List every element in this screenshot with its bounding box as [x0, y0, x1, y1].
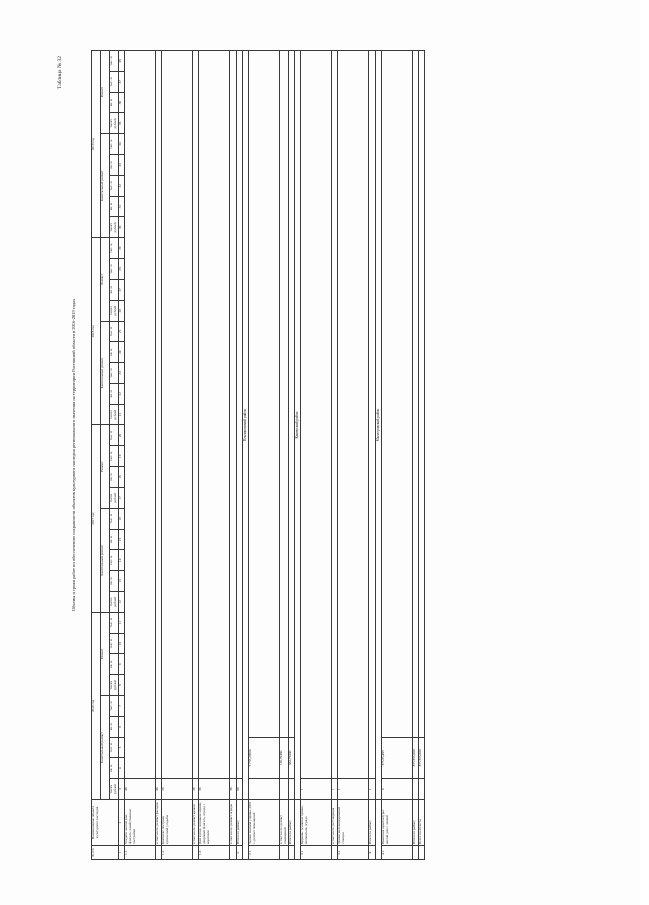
header-unit: тыс. м — [110, 259, 119, 280]
header-unit: тыс. м — [110, 321, 119, 342]
header-unit: тыс. м — [110, 508, 119, 529]
row-empty-cells — [301, 51, 332, 779]
row-area: 1 — [332, 779, 338, 800]
table-row — [162, 51, 193, 860]
row-area: 36 — [199, 779, 230, 800]
row-name: Итого по району — [369, 800, 375, 846]
row-name: Памятник архитектуры: жилой дом с лавкой — [381, 800, 412, 846]
header-unit: тыс. м — [110, 737, 119, 758]
column-number: 37 — [119, 71, 125, 92]
header-unit: тысяч рублей — [110, 487, 119, 508]
header-cap-2019: Капитальный ремонт — [101, 134, 110, 238]
header-unit: кв. м — [110, 196, 119, 217]
row-empty-cells — [381, 51, 412, 738]
header-unit: кв. м — [110, 155, 119, 176]
column-number: 22 — [119, 383, 125, 404]
row-empty-cells — [162, 51, 193, 779]
row-area: 26 — [193, 779, 199, 800]
header-unit: кв. м — [110, 279, 119, 300]
column-number: 31 — [119, 196, 125, 217]
column-number: 23 — [119, 363, 125, 384]
column-number: 10 — [119, 633, 125, 654]
column-number: 12 — [119, 591, 125, 612]
row-name: Итого по району — [288, 800, 294, 846]
row-name: в том числе: ремонт фасадов — [156, 800, 162, 846]
header-num: № п/п — [92, 846, 119, 860]
column-number: 1 — [119, 846, 125, 860]
row-name: Здание железнодорожной станции — [338, 800, 369, 846]
table-row — [381, 51, 412, 860]
header-unit: тыс. м — [110, 696, 119, 717]
header-rep-2016: Ремонт — [101, 612, 110, 695]
header-unit: тысяч рублей — [110, 404, 119, 425]
column-number: 26 — [119, 300, 125, 321]
header-cap-2018: Капитальный ремонт — [101, 321, 110, 425]
table-row — [125, 51, 156, 860]
row-area — [418, 779, 424, 800]
header-unit: тыс. м — [110, 633, 119, 654]
header-unit: тыс. м — [110, 238, 119, 259]
header-name: Наименование объекта культурного наследия — [92, 800, 119, 846]
row-sum: 136,70480 — [279, 737, 288, 779]
column-number: 36 — [119, 92, 125, 113]
header-unit: тысяч рублей — [110, 591, 119, 612]
row-name: в том числе: реставрация — [332, 800, 338, 846]
row-num: 2.1. — [248, 846, 279, 860]
column-number: 11 — [119, 612, 125, 633]
header-unit: кв. м — [110, 529, 119, 550]
header-unit: тысяч рублей — [110, 217, 119, 238]
row-area: 48 — [156, 779, 162, 800]
column-number: 18 — [119, 467, 125, 488]
row-num: 1.2. — [162, 846, 193, 860]
header-year-2016: 2016 год — [92, 612, 101, 799]
table-row — [279, 51, 288, 860]
row-name: Итого по району — [412, 800, 418, 846]
row-empty-cells — [418, 51, 424, 738]
column-number: 17 — [119, 487, 125, 508]
row-name: Дом купца: основное здание, дворовый флигель, ограда с воротами — [199, 800, 230, 846]
header-unit: кв. м — [110, 571, 119, 592]
header-rep-2019: Ремонт — [101, 51, 110, 134]
column-number: 4 — [119, 758, 125, 779]
header-unit: тыс. м — [110, 175, 119, 196]
header-unit: кв. м — [110, 342, 119, 363]
column-number: 21 — [119, 404, 125, 425]
column-number: 14 — [119, 550, 125, 571]
row-name: Церковь: основное здание, колокольня, ограда — [301, 800, 332, 846]
header-unit: тыс. м — [110, 51, 119, 72]
row-name: Усадьба: жилой дом, флигель, хозяйственные постройки — [125, 800, 156, 846]
works-table — [91, 50, 425, 860]
header-year-2017: 2017 год — [92, 425, 101, 612]
row-num: 3.2. — [338, 846, 369, 860]
header-unit: кв. м — [110, 716, 119, 737]
column-number: 16 — [119, 508, 125, 529]
column-number: 2 — [119, 800, 125, 846]
column-number: 38 — [119, 51, 125, 72]
row-num: 4.1. — [381, 846, 412, 860]
section-title: Неклиновский район — [242, 51, 248, 800]
header-year-2018: 2018 год — [92, 238, 101, 425]
row-sum: 875 855,000 — [412, 737, 418, 779]
header-unit: тысяч рублей — [110, 675, 119, 696]
row-empty-cells — [199, 51, 230, 779]
row-name: Здание земской управы, 2016 г., ремонт помещений — [248, 800, 279, 846]
column-number: 29 — [119, 238, 125, 259]
header-unit: кв. м — [110, 383, 119, 404]
row-area — [248, 779, 279, 800]
header-unit: тыс. м — [110, 363, 119, 384]
row-area — [279, 779, 288, 800]
row-name: в том числе: ремонт кровли — [193, 800, 199, 846]
row-sum: 875 855,000 — [418, 737, 424, 779]
column-number: 7 — [119, 696, 125, 717]
column-number: 20 — [119, 425, 125, 446]
header-rep-2017: Ремонт — [101, 425, 110, 508]
column-number: 15 — [119, 529, 125, 550]
row-area: 36 — [230, 779, 236, 800]
column-number: 8 — [119, 675, 125, 696]
header-unit: тыс. м — [110, 550, 119, 571]
header-unit: тысяч рублей — [110, 300, 119, 321]
header-unit: кв. м — [110, 467, 119, 488]
header-rep-2018: Ремонт — [101, 238, 110, 321]
column-number: 34 — [119, 134, 125, 155]
table-label: Таблица № 32 — [57, 56, 63, 89]
row-num: 1.3. — [199, 846, 230, 860]
row-num: 4. — [369, 846, 375, 860]
row-sum: 375 85,405 — [381, 737, 412, 779]
row-area: 26 — [162, 779, 193, 800]
row-area: 98 — [236, 779, 242, 800]
header-unit: тыс. м — [110, 446, 119, 467]
section-title: Миллеровский район — [375, 51, 381, 800]
header-unit: тысяч рублей — [110, 779, 119, 800]
row-area: 6 — [381, 779, 412, 800]
row-name: Комплекс построек купеческой усадьбы — [162, 800, 193, 846]
table-title: Объемы и сроки работ по обеспечению сохранности объектов культурного наследия регионального значения на территории Ростовской области в 2016-2019 годах — [71, 298, 76, 612]
column-number: 28 — [119, 259, 125, 280]
row-empty-cells — [125, 51, 156, 779]
column-number: 25 — [119, 321, 125, 342]
column-number: 5 — [119, 737, 125, 758]
table-row — [418, 51, 424, 860]
row-area: 48 — [125, 779, 156, 800]
row-num: 1.1. — [125, 846, 156, 860]
row-empty-cells — [248, 51, 279, 738]
header-cap-2017: Капитальный ремонт — [101, 508, 110, 612]
row-area: 1 — [369, 779, 375, 800]
column-number: 6 — [119, 716, 125, 737]
column-number: 19 — [119, 446, 125, 467]
section-title: Каменский район — [294, 51, 300, 800]
header-unit: кв. м — [110, 92, 119, 113]
row-sum: 383,75000 — [288, 737, 294, 779]
column-number: 9 — [119, 654, 125, 675]
row-empty-cells — [279, 51, 288, 738]
table-row — [199, 51, 230, 860]
column-number: 30 — [119, 217, 125, 238]
row-empty-cells — [338, 51, 369, 779]
row-num: 2. — [236, 846, 242, 860]
table-row — [301, 51, 332, 860]
row-name: Всего по области — [418, 800, 424, 846]
column-number: 24 — [119, 342, 125, 363]
header-unit: кв. м — [110, 758, 119, 779]
header-unit: кв. м — [110, 654, 119, 675]
column-number: 33 — [119, 155, 125, 176]
column-number: 13 — [119, 571, 125, 592]
header-cap-2016: Капитальный ремонт — [101, 696, 110, 800]
header-unit: тыс. м — [110, 71, 119, 92]
row-num — [279, 846, 288, 860]
row-area: 1 — [338, 779, 369, 800]
row-name: в том числе: ремонт помещений — [279, 800, 288, 846]
row-num: 3.1. — [301, 846, 332, 860]
header-unit: тысяч рублей — [110, 113, 119, 134]
row-sum: 5 737,20600 — [248, 737, 279, 779]
header-unit: тыс. м — [110, 425, 119, 446]
row-name: Итого по району — [236, 800, 242, 846]
row-num — [418, 846, 424, 860]
column-number: 35 — [119, 113, 125, 134]
rotated-table-block — [57, 50, 649, 860]
header-unit: тыс. м — [110, 612, 119, 633]
table-row — [338, 51, 369, 860]
column-number: 32 — [119, 175, 125, 196]
header-unit: тыс. м — [110, 134, 119, 155]
row-area: 1 — [301, 779, 332, 800]
header-year-2019: 2019 год — [92, 51, 101, 238]
row-name: в том числе: ремонт ограды — [230, 800, 236, 846]
table-row — [248, 51, 279, 860]
column-number: 3 — [119, 779, 125, 800]
column-number: 27 — [119, 279, 125, 300]
